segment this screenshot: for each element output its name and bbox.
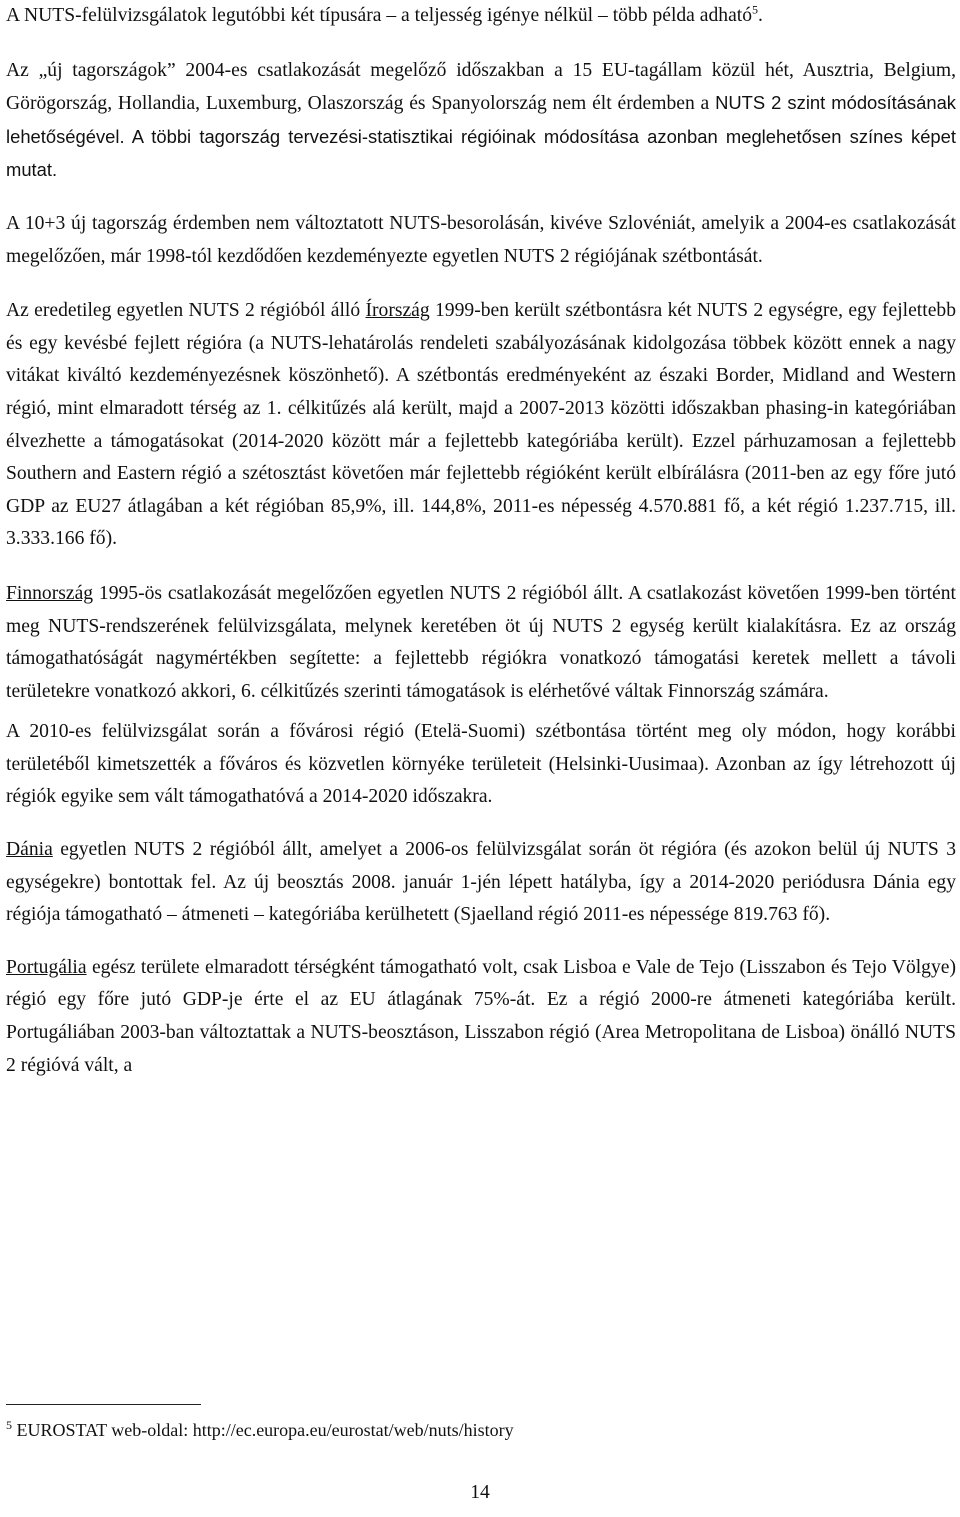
paragraph-nuts-review-examples	[6, 0, 956, 33]
country-link-denmark[interactable]: Dánia	[6, 839, 53, 861]
paragraph-finland-2010	[6, 716, 956, 814]
paragraph-text: 1999-ben került szétbontásra két NUTS 2 egységre, egy fejlettebb és egy kevésbé fejlett régióra (a NUTS-lehatárolás rendeleti szabályozásának kidolgozása többek között ennek a nagy vitákat kiváltó kezdeményezésnek köszönhető). A szétbontás eredményeként az északi Border, Midland and Western régió, mint elmaradott térség az 1. célkitűzés alá került, majd a 2007-2013 közötti időszakban phasing-in kategóriában élvezhette a támogatásokat (2014-2020 között már a fejlettebb kategóriába került). Ezzel párhuzamosan a fejlettebb Southern and Eastern régió a szétosztást követően már fejlettebb régióként került elbírálásra (2011-ben az egy főre jutó GDP az EU27 átlagában a két régióban 85,9%, ill. 144,8%, 2011-es népesség 4.570.881 fő, a két régió 1.237.715, ill. 3.333.166 fő).	[6, 300, 956, 550]
footnote-separator	[6, 1404, 201, 1405]
paragraph-text: A NUTS-felülvizsgálatok legutóbbi két típusára – a teljesség igénye nélkül – több példa adható	[6, 5, 753, 26]
paragraph-text: Az eredetileg egyetlen NUTS 2 régióból álló	[6, 300, 366, 322]
footnote-number: 5	[6, 1418, 12, 1432]
paragraph-slovenia	[6, 208, 956, 273]
footnote	[6, 1418, 514, 1442]
paragraph-text-sans: NUTS 2 szint módosításának lehetőségével. A többi tagország tervezési-statisztikai régióinak módosítása azonban meglehetősen színes képet mutat.	[6, 92, 956, 181]
paragraph-text: 1995-ös csatlakozását megelőzően egyetlen NUTS 2 régióból állt. A csatlakozást követően 1999-ben történt meg NUTS-rendszerének felülvizsgálata, melynek keretében öt új NUTS 2 egység került kialakításra. Ez az ország támogathatóságát nagymértékben segítette: a fejlettebb régiókra vonatkozó támogatási keretek mellett a távoli területekre vonatkozó akkori, 6. célkitűzés szerinti támogatások is elérhetővé váltak Finnország számára.	[6, 582, 956, 702]
paragraph-end: .	[758, 5, 763, 26]
paragraph-text: A 10+3 új tagország érdemben nem változtatott NUTS-besorolásán, kivéve Szlovéniát, amelyik a 2004-es csatlakozását megelőzően, már 1998-tól kezdődően kezdeményezte egyetlen NUTS 2 régiójának szétbontását.	[6, 212, 956, 267]
country-link-ireland[interactable]: Írország	[365, 300, 430, 322]
paragraph-text-serif: Az „új tagországok” 2004-es csatlakozását megelőző időszakban a 15 EU-tagállam közül hét, Ausztria, Belgium, Görögország, Hollandia, Luxemburg, Olaszország és Spanyolország nem élt érdemben a	[6, 59, 956, 115]
page-number: 14	[470, 1482, 490, 1503]
country-link-portugal[interactable]: Portugália	[6, 956, 87, 978]
paragraph-text: egész területe elmaradott térségként támogatható volt, csak Lisboa e Vale de Tejo (Lisszabon és Tejo Völgye) régió egy főre jutó GDP-je érte el az EU átlagának 75%-át. Ez a régió 2000-re átmeneti kategóriába került. Portugáliában 2003-ban változtattak a NUTS-beosztáson, Lisszabon régió (Area Metropolitana de Lisboa) önálló NUTS 2 régióvá vált, a	[6, 956, 956, 1076]
paragraph-ireland	[6, 295, 956, 556]
paragraph-denmark	[6, 834, 956, 932]
document-body	[6, 0, 956, 1082]
paragraph-finland	[6, 578, 956, 708]
paragraph-portugal	[6, 952, 956, 1082]
country-link-finland[interactable]: Finnország	[6, 582, 94, 604]
paragraph-text: A 2010-es felülvizsgálat során a fővárosi régió (Etelä-Suomi) szétbontása történt meg oly módon, hogy korábbi területéből kimetszették a főváros és közvetlen környéke területeit (Helsinki-Uusimaa). Azonban az így létrehozott új régiók egyike sem vált támogathatóvá a 2014-2020 időszakra.	[6, 721, 956, 808]
paragraph-text: egyetlen NUTS 2 régióból állt, amelyet a 2006-os felülvizsgálat során öt régióra (és azokon belül új NUTS 3 egységekre) bontottak fel. Az új beosztás 2008. január 1-jén lépett hatályba, így a 2014-2020 periódusra Dánia egy régiója támogatható – átmeneti – kategóriába kerülhetett (Sjaelland régió 2011-es népessége 819.763 fő).	[6, 839, 956, 926]
footnote-text: EUROSTAT web-oldal: http://ec.europa.eu/eurostat/web/nuts/history	[12, 1420, 514, 1440]
paragraph-new-member-states	[6, 55, 956, 188]
footnote-reference[interactable]: 5	[752, 2, 759, 17]
